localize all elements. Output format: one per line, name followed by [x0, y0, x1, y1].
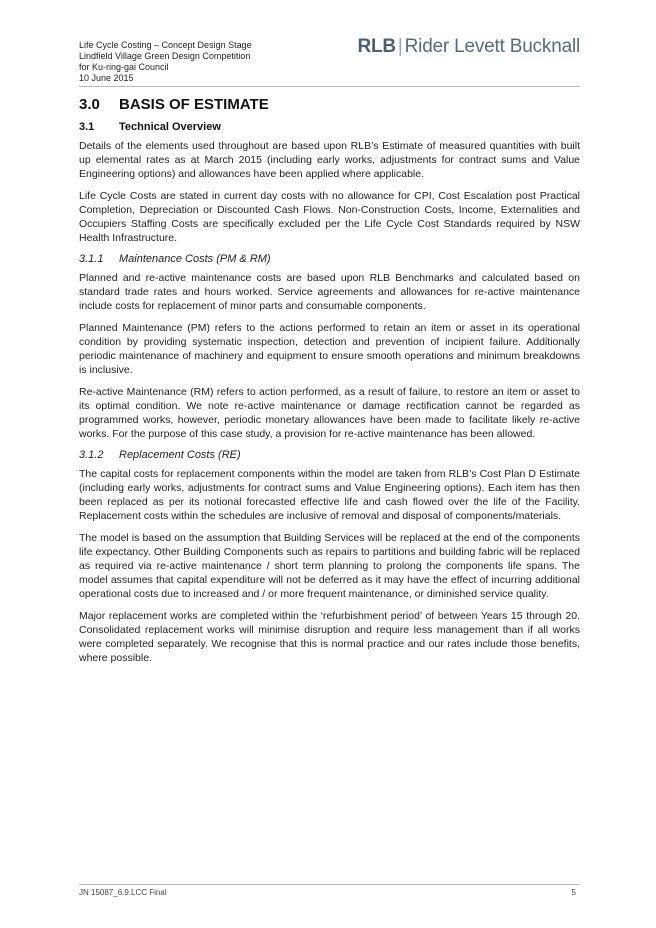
subsubsection-title: Maintenance Costs (PM & RM): [119, 253, 271, 265]
header-divider: [79, 86, 580, 87]
header-meta: [79, 40, 252, 84]
paragraph: The capital costs for replacement components within the model are taken from RLB’s Cost Plan D Estimate (including early works, adjustments for contract sums and Value Engineering options). Each item has then been replaced as per its notional forecasted effective life and cash flowed over the life of the Facility. Replacement costs within the schedules are inclusive of removal and disposal of components/materials.: [79, 468, 580, 522]
header-line-2: Lindfield Village Green Design Competition: [79, 51, 251, 61]
company-logo: [357, 36, 580, 58]
logo-rlb: RLB: [357, 36, 396, 57]
subsection-title: Technical Overview: [119, 121, 221, 133]
footer-divider: [79, 884, 580, 885]
subsection-heading: [79, 121, 580, 133]
header-line-4: 10 June 2015: [79, 73, 134, 83]
paragraph: Planned and re-active maintenance costs are based upon RLB Benchmarks and calculated based on standard trade rates and hours worked. Service agreements and allowances for re-active maintenance include costs for replacement of minor parts and consumable components.: [79, 272, 580, 312]
footer-reference: JN 15087_6.9.LCC Final: [79, 888, 167, 897]
paragraph: Life Cycle Costs are stated in current day costs with no allowance for CPI, Cost Escalation post Practical Completion, Depreciation or Discounted Cash Flows. Non-Construction Costs, Income, Externalities and Occupiers Staffing Costs are specifically excluded per the Life Cycle Cost Standards required by NSW Health Infrastructure.: [79, 190, 580, 244]
subsubsection-title: Replacement Costs (RE): [119, 449, 241, 461]
subsection-number: 3.1: [79, 121, 95, 133]
section-title: BASIS OF ESTIMATE: [119, 96, 269, 113]
subsubsection-number: 3.1.1: [79, 253, 104, 265]
header-line-1: Life Cycle Costing – Concept Design Stage: [79, 40, 252, 50]
section-number: 3.0: [79, 96, 100, 113]
subsubsection-heading-maintenance: [79, 253, 580, 265]
logo-separator: |: [397, 36, 403, 57]
paragraph: Details of the elements used throughout are based upon RLB’s Estimate of measured quantities with built up elemental rates as at March 2015 (including early works, adjustments for contract sums and Value Engineering options) and allowances have been applied where applicable.: [79, 140, 580, 180]
logo-name: Rider Levett Bucknall: [404, 36, 580, 57]
subsubsection-number: 3.1.2: [79, 449, 104, 461]
paragraph: The model is based on the assumption that Building Services will be replaced at the end of the components life expectancy. Other Building Components such as repairs to partitions and building fabric will be replaced as required via re-active maintenance / short term planning to prolong the components life spans. The model assumes that capital expenditure will not be deferred as it may have the effect of incurring additional operational costs due to increased and / or more frequent maintenance, or diminished service quality.: [79, 532, 580, 600]
page-number: 5: [571, 888, 576, 897]
paragraph: Planned Maintenance (PM) refers to the actions performed to retain an item or asset in its operational condition by providing systematic inspection, detection and prevention of incipient failure. Additionally periodic maintenance of machinery and equipment to ensure smooth operations and minimum breakdowns is inclusive.: [79, 322, 580, 376]
section-heading: [79, 96, 580, 113]
paragraph: Re-active Maintenance (RM) refers to action performed, as a result of failure, to restore an item or asset to its optimal condition. We note re-active maintenance or damage rectification cannot be regarded as programmed works, however, periodic monetary allowances have been made to facilitate likely re-active works. For the purpose of this case study, a provision for re-active maintenance has been allowed.: [79, 386, 580, 440]
main-content: [79, 96, 580, 673]
subsubsection-heading-replacement: [79, 449, 580, 461]
header-line-3: for Ku-ring-gai Council: [79, 62, 169, 72]
paragraph: Major replacement works are completed within the ‘refurbishment period’ of between Years 15 through 20. Consolidated replacement works will minimise disruption and require less management than if all works were completed separately. We recognise that this is normal practice and our rates include those benefits, where possible.: [79, 610, 580, 664]
